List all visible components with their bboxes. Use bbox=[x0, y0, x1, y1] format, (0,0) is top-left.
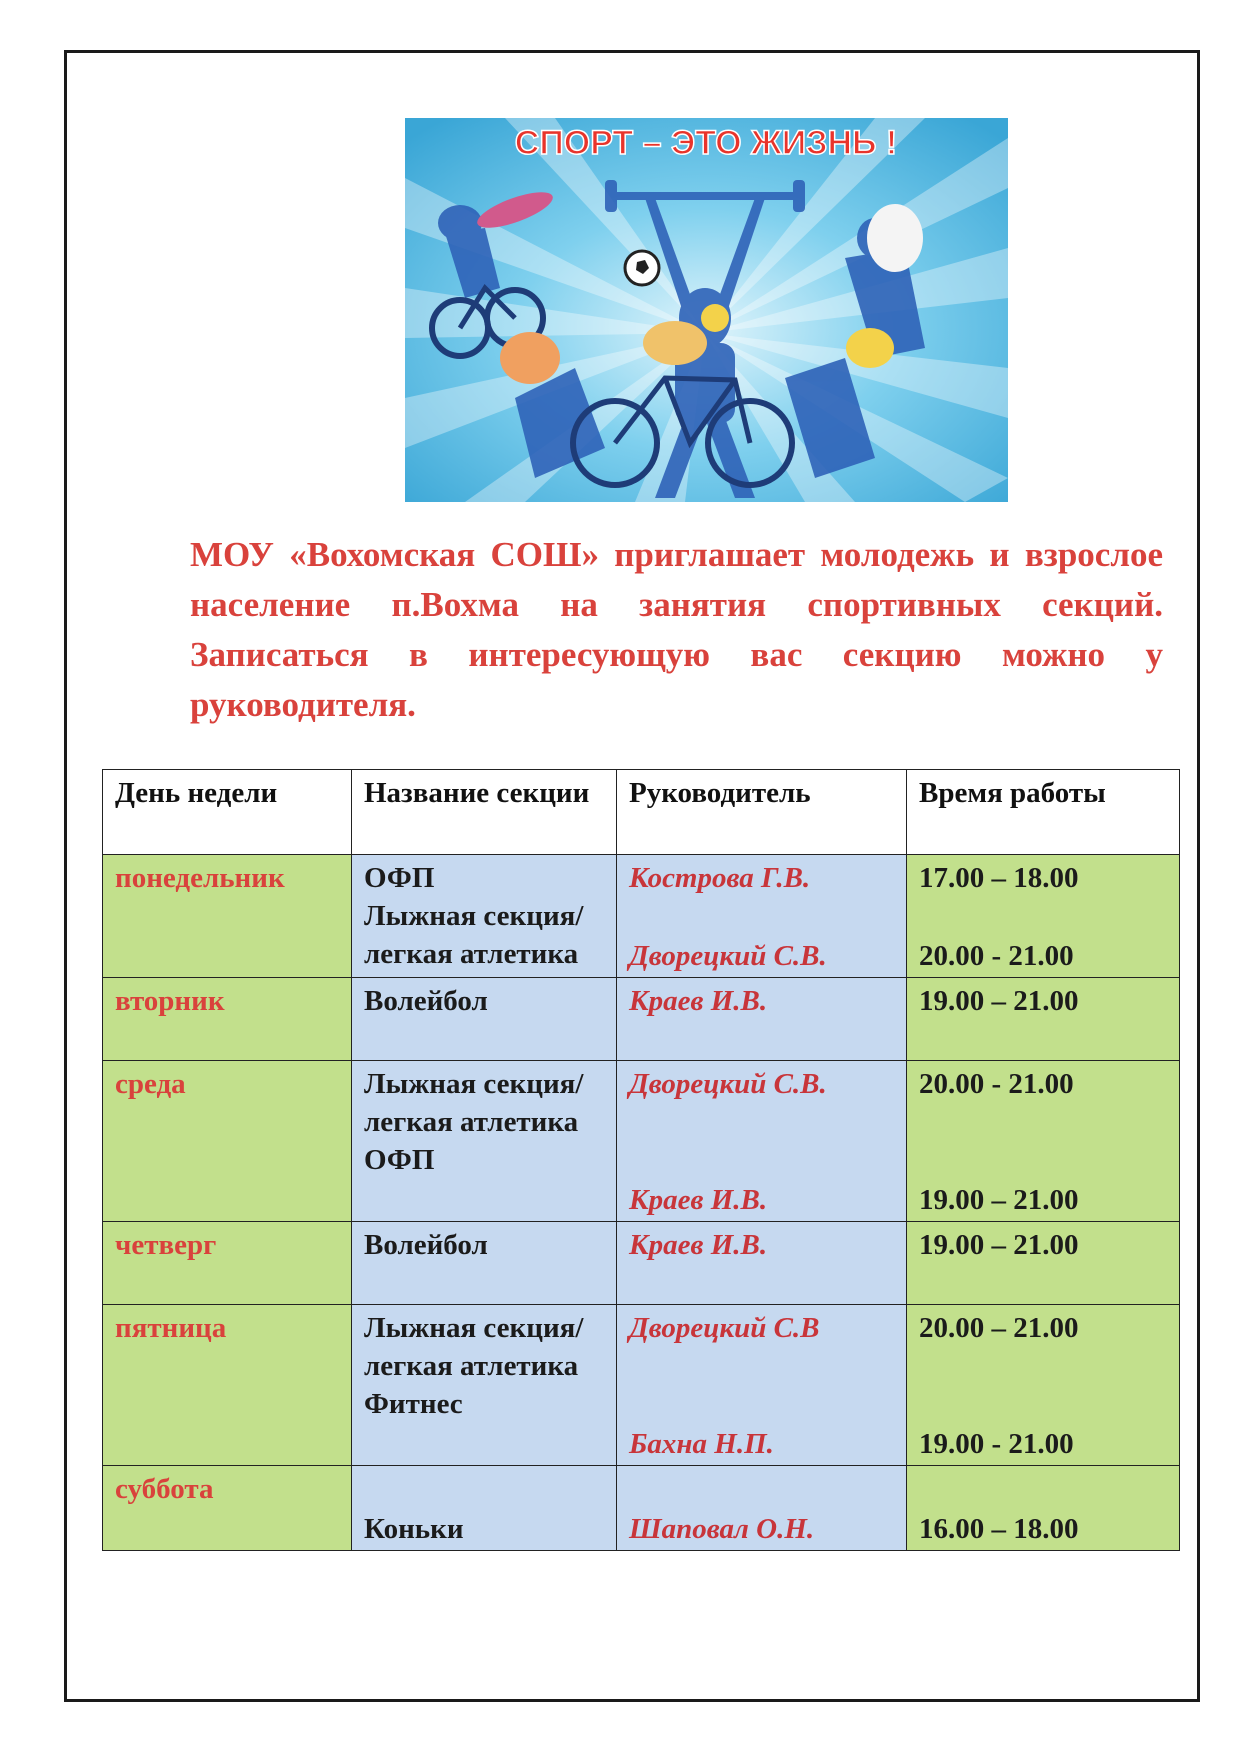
leader-name: Дворецкий С.В. bbox=[629, 1068, 827, 1100]
time-range: 19.00 – 21.00 bbox=[919, 1184, 1079, 1216]
time-cell: 19.00 – 21.00 bbox=[907, 1222, 1180, 1305]
day-cell: среда bbox=[103, 1061, 352, 1222]
time-range: 20.00 - 21.00 bbox=[919, 940, 1074, 972]
header-time: Время работы bbox=[907, 770, 1180, 855]
banner-title: СПОРТ – ЭТО ЖИЗНЬ ! bbox=[514, 124, 898, 162]
section-cell bbox=[352, 855, 617, 978]
section-cell bbox=[352, 1305, 617, 1466]
section-name: Фитнес bbox=[364, 1388, 463, 1420]
time-range: 16.00 – 18.00 bbox=[919, 1513, 1079, 1545]
leader-cell bbox=[617, 1061, 907, 1222]
time-range: 20.00 – 21.00 bbox=[919, 1312, 1079, 1344]
section-cell bbox=[352, 1061, 617, 1222]
leader-cell: Краев И.В. bbox=[617, 1222, 907, 1305]
time-cell bbox=[907, 1305, 1180, 1466]
table-row bbox=[103, 978, 1180, 1061]
header-day: День недели bbox=[103, 770, 352, 855]
table-row bbox=[103, 1061, 1180, 1222]
day-cell: пятница bbox=[103, 1305, 352, 1466]
leader-name: Дворецкий С.В bbox=[629, 1312, 820, 1344]
section-cell bbox=[352, 1466, 617, 1551]
header-section: Название секции bbox=[352, 770, 617, 855]
day-cell: четверг bbox=[103, 1222, 352, 1305]
leader-name: Бахна Н.П. bbox=[629, 1428, 774, 1460]
time-cell bbox=[907, 1061, 1180, 1222]
leader-cell bbox=[617, 1305, 907, 1466]
table-row bbox=[103, 1305, 1180, 1466]
day-cell: вторник bbox=[103, 978, 352, 1061]
leader-name: Дворецкий С.В. bbox=[629, 940, 827, 972]
section-cell: Волейбол bbox=[352, 1222, 617, 1305]
time-range: 17.00 – 18.00 bbox=[919, 862, 1079, 894]
time-range: 20.00 - 21.00 bbox=[919, 1068, 1074, 1100]
table-row bbox=[103, 1222, 1180, 1305]
leader-cell bbox=[617, 855, 907, 978]
leader-name: Кострова Г.В. bbox=[629, 862, 811, 894]
time-range: 19.00 - 21.00 bbox=[919, 1428, 1074, 1460]
day-cell: понедельник bbox=[103, 855, 352, 978]
time-cell bbox=[907, 855, 1180, 978]
leader-name: Шаповал О.Н. bbox=[629, 1513, 815, 1545]
section-name: Лыжная секция/легкая атлетика bbox=[364, 1068, 584, 1138]
section-name: Лыжная секция/легкая атлетика bbox=[364, 900, 584, 970]
section-name: Лыжная секция/легкая атлетика bbox=[364, 1312, 584, 1382]
time-cell bbox=[907, 1466, 1180, 1551]
leader-name: Краев И.В. bbox=[629, 1184, 768, 1216]
schedule-table bbox=[102, 769, 1180, 1551]
header-row bbox=[103, 770, 1180, 855]
section-name: ОФП bbox=[364, 862, 435, 894]
table-row bbox=[103, 1466, 1180, 1551]
leader-cell: Краев И.В. bbox=[617, 978, 907, 1061]
section-name: Коньки bbox=[364, 1513, 464, 1545]
day-cell: суббота bbox=[103, 1466, 352, 1551]
section-name: ОФП bbox=[364, 1144, 435, 1176]
sport-banner-image bbox=[405, 118, 1008, 502]
section-cell: Волейбол bbox=[352, 978, 617, 1061]
intro-paragraph: МОУ «Вохомская СОШ» приглашает молодежь и взрослое население п.Вохма на занятия спортивных секций. Записаться в интересующую вас секцию можно у руководителя. bbox=[190, 535, 1163, 724]
header-leader: Руководитель bbox=[617, 770, 907, 855]
table-row bbox=[103, 855, 1180, 978]
leader-cell bbox=[617, 1466, 907, 1551]
time-cell: 19.00 – 21.00 bbox=[907, 978, 1180, 1061]
